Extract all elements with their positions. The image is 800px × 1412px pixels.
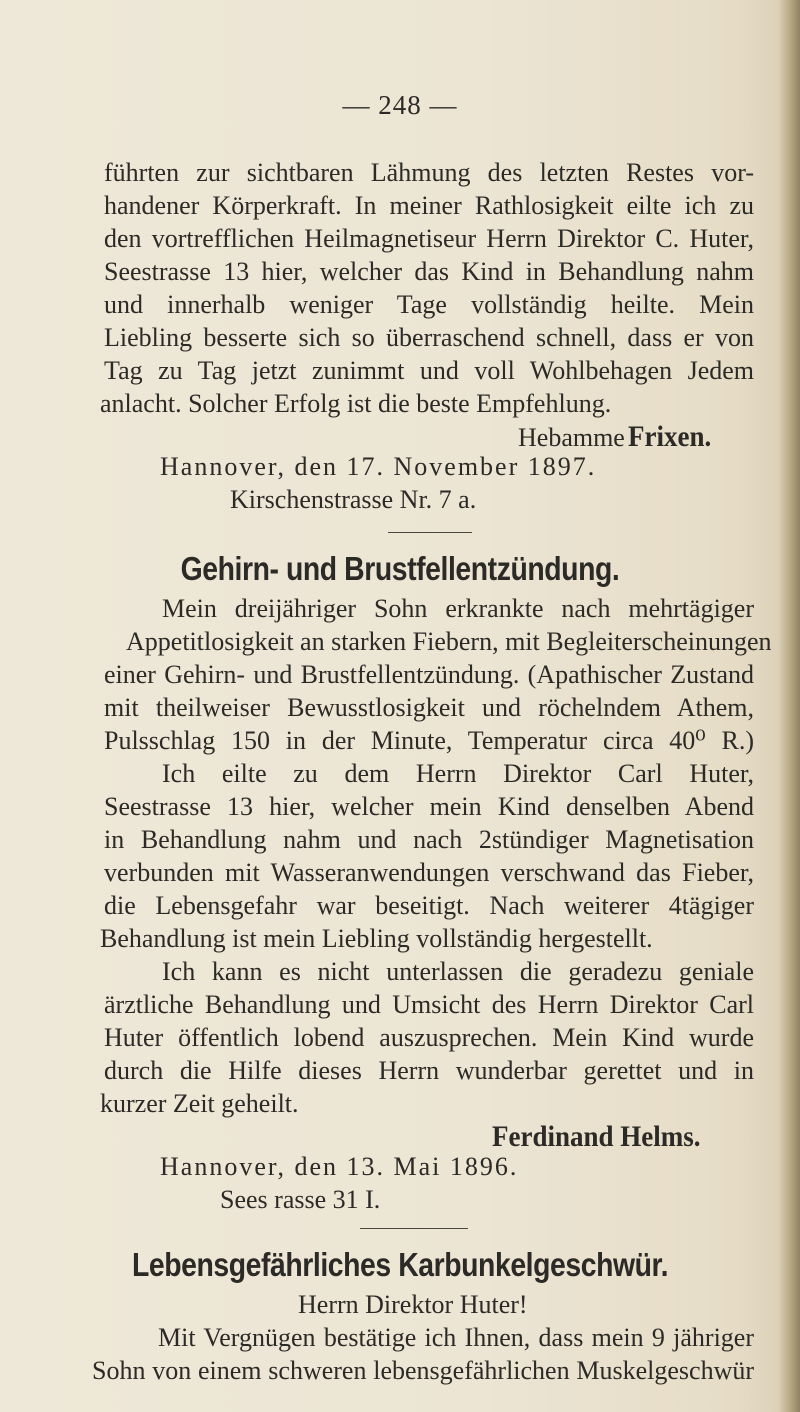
text-line: Seestrasse 13 hier, welcher das Kind in Behandlung nahm <box>104 257 754 286</box>
place-date: Hannover, den 13. Mai 1896. <box>160 1152 519 1181</box>
text-line: Huter öffentlich lobend auszusprechen. Mein Kind wurde <box>104 1023 754 1052</box>
section-heading: Gehirn- und Brustfellentzündung. <box>180 550 620 587</box>
address: Sees rasse 31 I. <box>220 1185 381 1214</box>
section-divider <box>388 532 472 533</box>
text-line: Mit Vergnügen bestätige ich Ihnen, dass mein 9 jähriger <box>158 1323 754 1352</box>
text-line: mit theilweiser Bewusstlosigkeit und röchelndem Athem, <box>104 693 754 722</box>
section-divider <box>360 1228 468 1229</box>
signature-prefix: Hebamme <box>518 423 625 452</box>
text-line: Pulsschlag 150 in der Minute, Temperatur circa 40⁰ R.) <box>104 726 754 755</box>
text-line: Seestrasse 13 hier, welcher mein Kind denselben Abend <box>104 792 754 821</box>
text-line: Ich kann es nicht unterlassen die geradezu geniale <box>162 957 754 986</box>
text-line: und innerhalb weniger Tage vollständig heilte. Mein <box>104 290 754 319</box>
text-line: Appetitlosigkeit an starken Fiebern, mit Begleiterscheinungen <box>126 627 772 656</box>
address: Kirschenstrasse Nr. 7 a. <box>230 485 477 514</box>
text-line: durch die Hilfe dieses Herrn wunderbar gerettet und in <box>104 1056 754 1085</box>
salutation: Herrn Direktor Huter! <box>298 1290 528 1319</box>
text-line: in Behandlung nahm und nach 2stündiger Magnetisation <box>104 825 754 854</box>
text-line-last: kurzer Zeit geheilt. <box>100 1089 299 1118</box>
text-line: einer Gehirn- und Brustfellentzündung. (Apathischer Zustand <box>104 660 754 689</box>
text-line: ärztliche Behandlung und Umsicht des Herrn Direktor Carl <box>104 990 754 1019</box>
signature-name: Ferdinand Helms. <box>492 1120 701 1153</box>
text-line: Liebling besserte sich so überraschend schnell, dass er von <box>104 323 754 352</box>
signature-name: Frixen. <box>628 420 712 453</box>
text-line: Tag zu Tag jetzt zunimmt und voll Wohlbehagen Jedem <box>104 356 754 385</box>
page-number: — 248 — <box>342 90 458 120</box>
section-heading: Lebensgefährliches Karbunkelgeschwür. <box>131 1246 669 1283</box>
text-line: verbunden mit Wasseranwendungen verschwand das Fieber, <box>104 858 754 887</box>
text-line: die Lebensgefahr war beseitigt. Nach weiterer 4tägiger <box>104 891 754 920</box>
text-line: den vortrefflichen Heilmagnetiseur Herrn Direktor C. Huter, <box>104 224 754 253</box>
text-line-last: Behandlung ist mein Liebling vollständig hergestellt. <box>100 924 653 953</box>
text-line: Sohn von einem schweren lebensgefährlichen Muskelgeschwür <box>92 1356 754 1385</box>
text-line: Mein dreijähriger Sohn erkrankte nach mehrtägiger <box>162 594 754 623</box>
page-edge-shadow <box>778 0 800 1412</box>
text-line: Ich eilte zu dem Herrn Direktor Carl Huter, <box>162 759 754 788</box>
place-date: Hannover, den 17. November 1897. <box>160 452 597 481</box>
text-line-last: anlacht. Solcher Erfolg ist die beste Empfehlung. <box>100 389 612 418</box>
text-line: führten zur sichtbaren Lähmung des letzten Restes vor- <box>104 158 754 187</box>
text-line: handener Körperkraft. In meiner Rathlosigkeit eilte ich zu <box>104 191 754 220</box>
